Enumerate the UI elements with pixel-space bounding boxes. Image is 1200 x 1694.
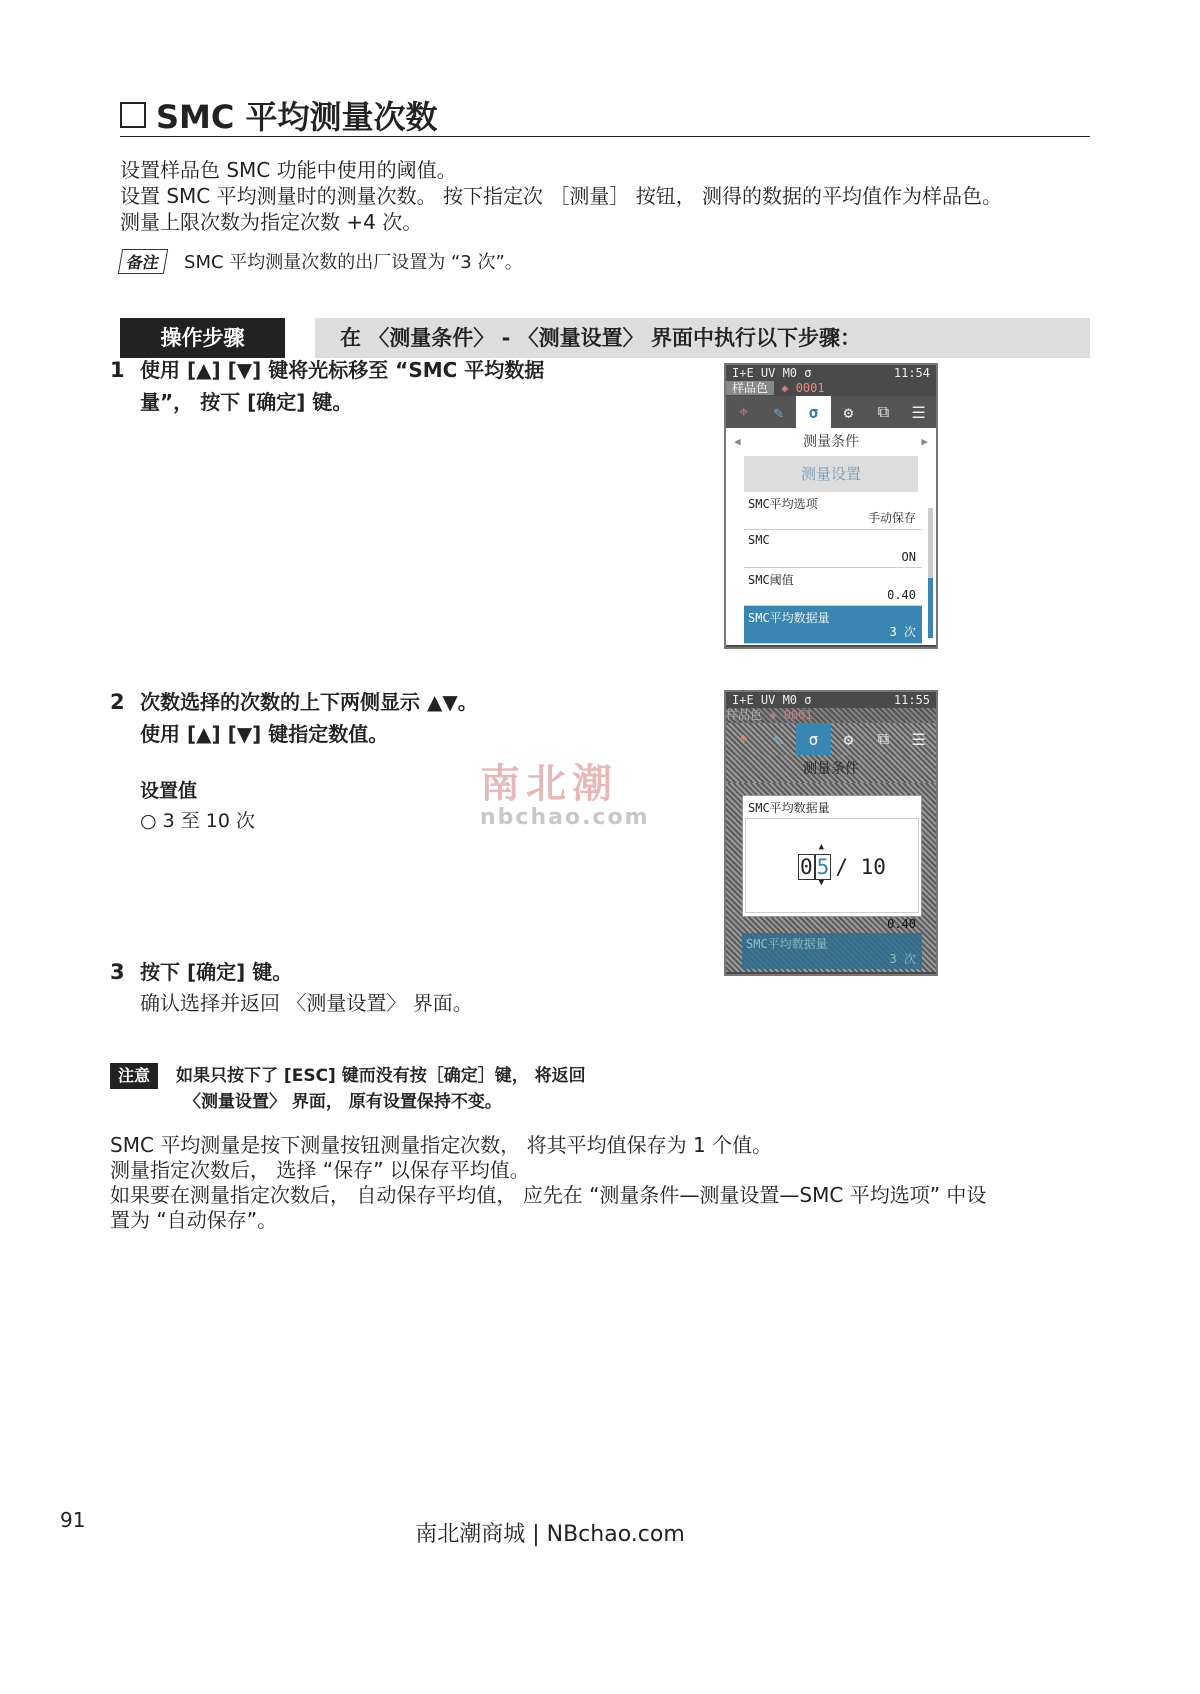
- gear-icon[interactable]: ⚙: [843, 402, 854, 422]
- item-label: SMC: [748, 533, 770, 547]
- sample-tag: 样品色: [726, 708, 763, 722]
- page-title: SMC 平均测量次数: [156, 98, 438, 136]
- intro-line: 设置样品色 SMC 功能中使用的阈值。: [120, 158, 457, 182]
- submenu-title: 测量设置: [744, 456, 918, 492]
- menu-header: [726, 755, 936, 783]
- outro-line: 如果要在测量指定次数后， 自动保存平均值， 应先在 “测量条件—测量设置—SMC 平均选项” 中设: [110, 1183, 987, 1207]
- sample-number: ◈ 0001: [781, 381, 825, 395]
- step-line: 按下 [确定] 键。: [140, 960, 293, 984]
- input-dialog: [742, 795, 922, 917]
- footer-brand: 南北潮商城 | NBchao.com: [415, 1522, 685, 1547]
- menu-item[interactable]: [744, 568, 922, 606]
- menu-title: 测量条件: [803, 761, 859, 777]
- caution-tag: 注意: [110, 1063, 158, 1089]
- copy-icon[interactable]: ⧉: [877, 402, 890, 421]
- dialog-title: SMC平均数据量: [748, 801, 830, 815]
- caution-note: [110, 1063, 586, 1115]
- setting-value: ○ 3 至 10 次: [140, 810, 256, 832]
- tab-bar: [726, 396, 936, 428]
- device-screen-2: [724, 690, 938, 976]
- setting-label: 设置值: [140, 780, 198, 802]
- menu-body: [726, 456, 936, 645]
- outro-line: 测量指定次数后， 选择 “保存” 以保存平均值。: [110, 1158, 530, 1182]
- bg-value: 0.40: [887, 917, 916, 931]
- step-number: 1: [110, 358, 125, 382]
- outro-line: SMC 平均测量是按下测量按钮测量指定次数， 将其平均值保存为 1 个值。: [110, 1133, 773, 1157]
- steps-header: [120, 318, 1090, 358]
- bg-item-label: SMC平均数据量: [746, 937, 828, 951]
- watermark-cn: 南北潮: [480, 760, 618, 807]
- menu-item[interactable]: [744, 492, 922, 530]
- intro-line: 测量上限次数为指定次数 +4 次。: [120, 210, 423, 234]
- target-icon[interactable]: ⌖: [738, 402, 748, 421]
- watermark: [480, 752, 650, 830]
- memo: [120, 248, 523, 274]
- item-label: SMC平均选项: [748, 497, 818, 511]
- sample-row: [726, 708, 936, 723]
- scrollbar[interactable]: [928, 508, 933, 638]
- status-bar: [726, 365, 936, 381]
- gear-icon: ⚙: [843, 729, 854, 749]
- memo-text: SMC 平均测量次数的出厂设置为 “3 次”。: [184, 252, 523, 273]
- down-arrow-icon[interactable]: ▼: [818, 878, 825, 888]
- measure-condition-icon: σ: [796, 723, 831, 755]
- status-bar: [726, 692, 936, 708]
- step-line: 量”， 按下 [确定] 键。: [140, 390, 353, 414]
- max-value: / 10: [835, 855, 886, 879]
- section-title: [120, 92, 1090, 137]
- measure-condition-icon[interactable]: σ: [796, 396, 831, 428]
- clock: 11:54: [893, 366, 930, 380]
- sample-row: [726, 381, 936, 396]
- item-value: 手动保存: [867, 511, 916, 525]
- memo-tag: 备注: [118, 249, 168, 274]
- step-line: 确认选择并返回 〈测量设置〉 界面。: [140, 991, 473, 1015]
- step-number: 3: [110, 960, 125, 984]
- wrench-icon[interactable]: ✎: [773, 402, 784, 422]
- item-value: ON: [901, 550, 916, 564]
- target-icon: ⌖: [738, 729, 748, 748]
- menu-item-selected[interactable]: [744, 606, 922, 644]
- step-line: 使用 [▲] [▼] 键指定数值。: [140, 722, 389, 746]
- item-value: 3 次: [889, 625, 916, 639]
- step-text: [140, 686, 478, 750]
- item-label: SMC阈值: [748, 573, 794, 587]
- bg-item-value: 3 次: [889, 952, 916, 966]
- value-stepper[interactable]: [798, 842, 886, 888]
- clock: 11:55: [893, 693, 930, 707]
- steps-label: 操作步骤: [120, 318, 285, 358]
- step-number: 2: [110, 690, 125, 714]
- step-line: 次数选择的次数的上下两侧显示 ▲▼。: [140, 690, 478, 714]
- page-number: 91: [60, 1508, 86, 1532]
- menu-header: [726, 428, 936, 456]
- wrench-icon: ✎: [773, 729, 784, 749]
- menu-title: 测量条件: [803, 434, 859, 450]
- checkbox-square-icon: [120, 102, 146, 128]
- copy-icon: ⧉: [877, 729, 890, 748]
- left-arrow-icon[interactable]: ◀: [734, 435, 741, 448]
- status-indicators: I+E UV M0 σ: [732, 366, 812, 380]
- watermark-en: nbchao.com: [480, 805, 650, 830]
- step-text: [140, 354, 544, 418]
- step-text: [140, 956, 473, 1018]
- note-line: 〈测量设置〉 界面， 原有设置保持不变。: [184, 1092, 502, 1112]
- device-screen-1: [724, 363, 938, 649]
- sample-tag: 样品色: [726, 381, 774, 395]
- value-area: [745, 818, 919, 913]
- steps-condition: 在 〈测量条件〉 - 〈测量设置〉 界面中执行以下步骤：: [315, 318, 1090, 358]
- menu-body: [726, 783, 936, 972]
- intro-line: 设置 SMC 平均测量时的测量次数。 按下指定次 ［测量］ 按钮， 测得的数据的平均值作为样品色。: [120, 184, 1003, 208]
- outro-line: 置为 “自动保存”。: [110, 1208, 278, 1232]
- step-line: 使用 [▲] [▼] 键将光标移至 “SMC 平均数据: [140, 358, 545, 382]
- intro-paragraph: [120, 157, 1100, 235]
- digit-fixed: 0: [800, 855, 813, 879]
- right-arrow-icon[interactable]: ▶: [921, 435, 928, 448]
- sample-number: ◈ 0001: [769, 708, 813, 722]
- tab-bar: [726, 723, 936, 755]
- status-indicators: I+E UV M0 σ: [732, 693, 812, 707]
- item-value: 0.40: [887, 588, 916, 602]
- up-arrow-icon[interactable]: ▲: [818, 842, 825, 852]
- menu-item[interactable]: [744, 530, 922, 568]
- scrollbar-thumb[interactable]: [928, 578, 933, 638]
- digit-editing[interactable]: ▲ 5 ▼: [816, 842, 830, 888]
- note-line: 如果只按下了 [ESC] 键而没有按［确定］键， 将返回: [176, 1066, 586, 1086]
- outro-paragraph: [110, 1133, 1100, 1233]
- bg-selected-item: [742, 933, 922, 969]
- job-list-icon[interactable]: ☰: [911, 402, 926, 422]
- item-label: SMC平均数据量: [748, 611, 830, 625]
- job-list-icon: ☰: [911, 729, 926, 749]
